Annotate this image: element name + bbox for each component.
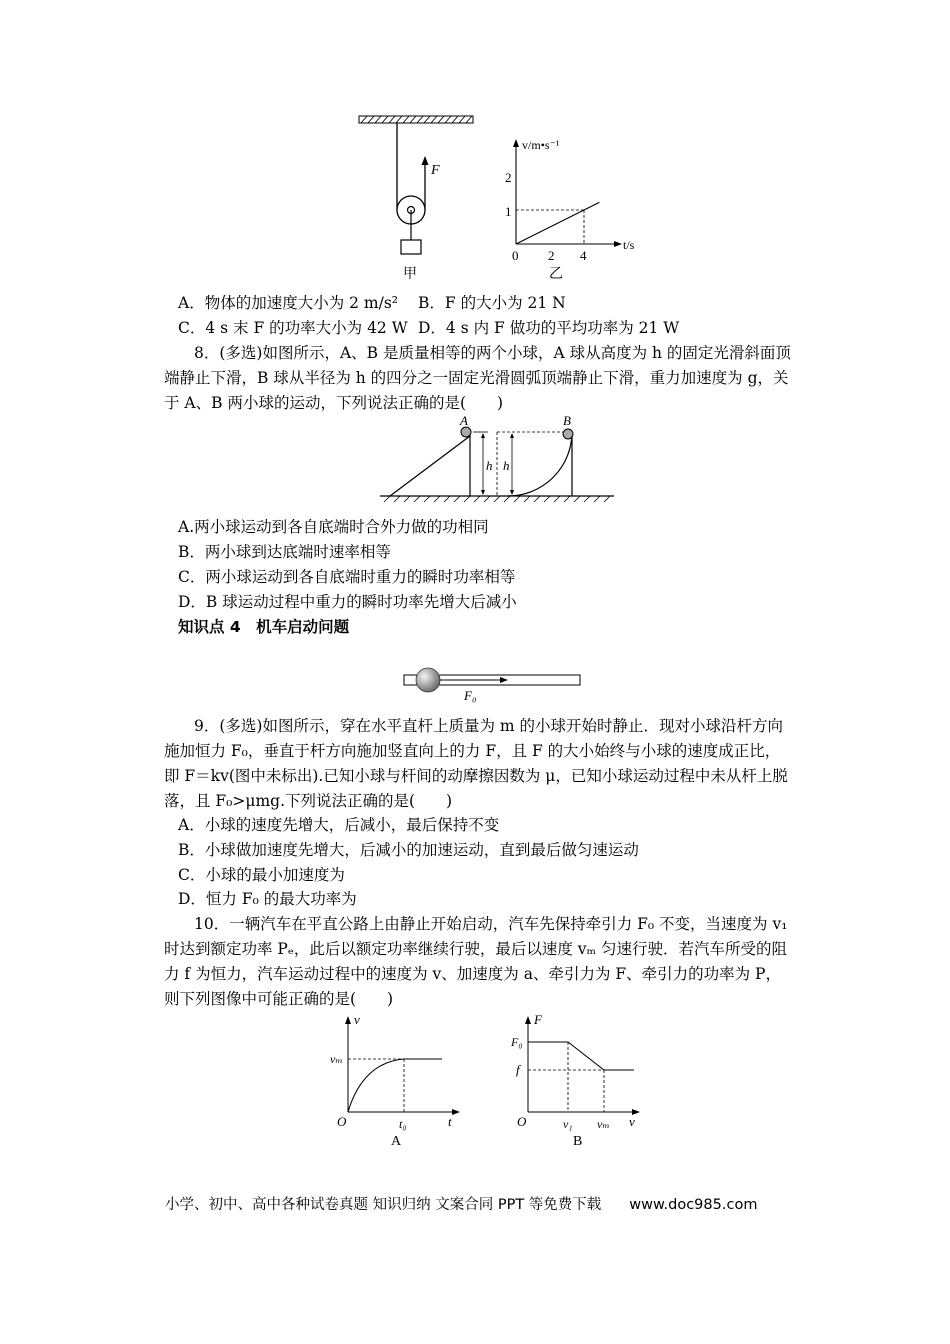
- y-axis-label: v/m•s⁻¹: [522, 138, 560, 152]
- q8-stem-line-2: 端静止下滑，B 球从半径为 h 的四分之一固定光滑圆弧顶端静止下滑，重力加速度为 g，关: [164, 369, 789, 387]
- graph-a-t0-label: t₀: [399, 1117, 407, 1131]
- x-axis-label: t/s: [623, 238, 635, 252]
- q7-option-d: D．4 s 内 F 做功的平均功率为 21 W: [418, 319, 680, 337]
- graph-a-caption: A: [391, 1134, 402, 1148]
- graph-a-vm-label: vₘ: [330, 1052, 343, 1066]
- graph-b-v1-label: v₁: [563, 1117, 573, 1131]
- height-label-h: h: [486, 458, 493, 473]
- q7-option-c: C．4 s 末 F 的功率大小为 42 W: [178, 319, 408, 337]
- q9-stem-line-4: 落，且 F₀>μmg.下列说法正确的是( ): [164, 792, 453, 810]
- graph-b-caption: B: [573, 1134, 583, 1148]
- y-tick-1: 1: [505, 204, 512, 219]
- graph-b-x-label: v: [629, 1114, 635, 1129]
- q8-stem-line-3: 于 A、B 两小球的运动，下列说法正确的是( ): [164, 394, 504, 412]
- graph-b-origin: O: [517, 1114, 527, 1129]
- graph-a-y-label: v: [354, 1012, 360, 1027]
- x-tick-2: 2: [548, 248, 555, 263]
- footer-text: 小学、初中、高中各种试卷真题 知识归纳 文案合同 PPT 等免费下载: [165, 1197, 602, 1213]
- height-label-h: h: [503, 458, 510, 473]
- force-label-f0: F₀: [464, 688, 477, 703]
- y-tick-2: 2: [505, 170, 512, 185]
- pulley-figure: [355, 112, 485, 284]
- vt-series-line: [516, 202, 599, 244]
- q9-option-b: B．小球做加速度先增大，后减小的加速运动，直到最后做匀速运动: [178, 841, 639, 859]
- incline-arc-figure: [378, 414, 618, 506]
- x-tick-0: 0: [512, 248, 519, 263]
- q9-stem-line-2: 施加恒力 F₀，垂直于杆方向施加竖直向上的力 F，且 F 的大小始终与小球的速度成正比，: [164, 742, 781, 760]
- q10-stem-line-2: 时达到额定功率 Pₑ，此后以额定功率继续行驶，最后以速度 vₘ 匀速行驶．若汽车所受的阻: [164, 940, 787, 958]
- graph-b-vm-label: vₘ: [597, 1117, 610, 1131]
- footer-url[interactable]: www.doc985.com: [629, 1197, 758, 1213]
- graph-a: [328, 1008, 468, 1148]
- q7-option-a: A．物体的加速度大小为 2 m/s²: [178, 294, 398, 312]
- q8-option-c: C．两小球运动到各自底端时重力的瞬时功率相等: [178, 568, 516, 586]
- q9-option-c: C．小球的最小加速度为: [178, 866, 345, 884]
- graph-b-y-label: F: [534, 1012, 542, 1027]
- graph-b-f0-label: F₀: [511, 1035, 523, 1049]
- ball-label-b: B: [563, 414, 571, 428]
- graph-a-x-label: t: [448, 1114, 452, 1129]
- q8-option-b: B．两小球到达底端时速率相等: [178, 543, 391, 561]
- q10-stem-line-3: 力 f 为恒力，汽车运动过程中的速度为 v、加速度为 a、牵引力为 F、牵引力的功率为 P，: [164, 965, 781, 983]
- figure-caption-jia: 甲: [403, 267, 417, 282]
- q8-option-d: D．B 球运动过程中重力的瞬时功率先增大后减小: [178, 593, 517, 611]
- q8-stem-line-1: 8．(多选)如图所示，A、B 是质量相等的两个小球，A 球从高度为 h 的固定光滑斜面顶: [194, 344, 791, 362]
- q9-stem-line-3: 即 F＝kv(图中未标出).已知小球与杆间的动摩擦因数为 μ，已知小球运动过程中未从杆上脱: [164, 767, 788, 785]
- graph-a-origin: O: [337, 1114, 347, 1129]
- graph-b: [508, 1008, 648, 1148]
- x-tick-4: 4: [580, 248, 587, 263]
- section-title: 知识点 4 机车启动问题: [178, 618, 350, 636]
- q8-option-a: A.两小球运动到各自底端时合外力做的功相同: [178, 518, 489, 536]
- force-label: F: [431, 163, 440, 178]
- q9-option-a: A．小球的速度先增大，后减小，最后保持不变: [178, 816, 500, 834]
- rod-figure: [398, 662, 586, 706]
- graph-b-f-label: f: [516, 1062, 520, 1077]
- q9-stem-line-1: 9．(多选)如图所示，穿在水平直杆上质量为 m 的小球开始时静止．现对小球沿杆方向: [194, 717, 784, 735]
- q10-stem-line-4: 则下列图像中可能正确的是( ): [164, 990, 394, 1008]
- q9-option-d: D．恒力 F₀ 的最大功率为: [178, 890, 357, 908]
- ball-label-a: A: [460, 414, 468, 428]
- q7-option-b: B．F 的大小为 21 N: [418, 294, 566, 312]
- vt-graph: [505, 128, 640, 284]
- q10-stem-line-1: 10．一辆汽车在平直公路上由静止开始启动，汽车先保持牵引力 F₀ 不变，当速度为 v₁: [194, 915, 788, 933]
- figure-caption-yi: 乙: [549, 267, 563, 282]
- footer: [165, 1193, 757, 1214]
